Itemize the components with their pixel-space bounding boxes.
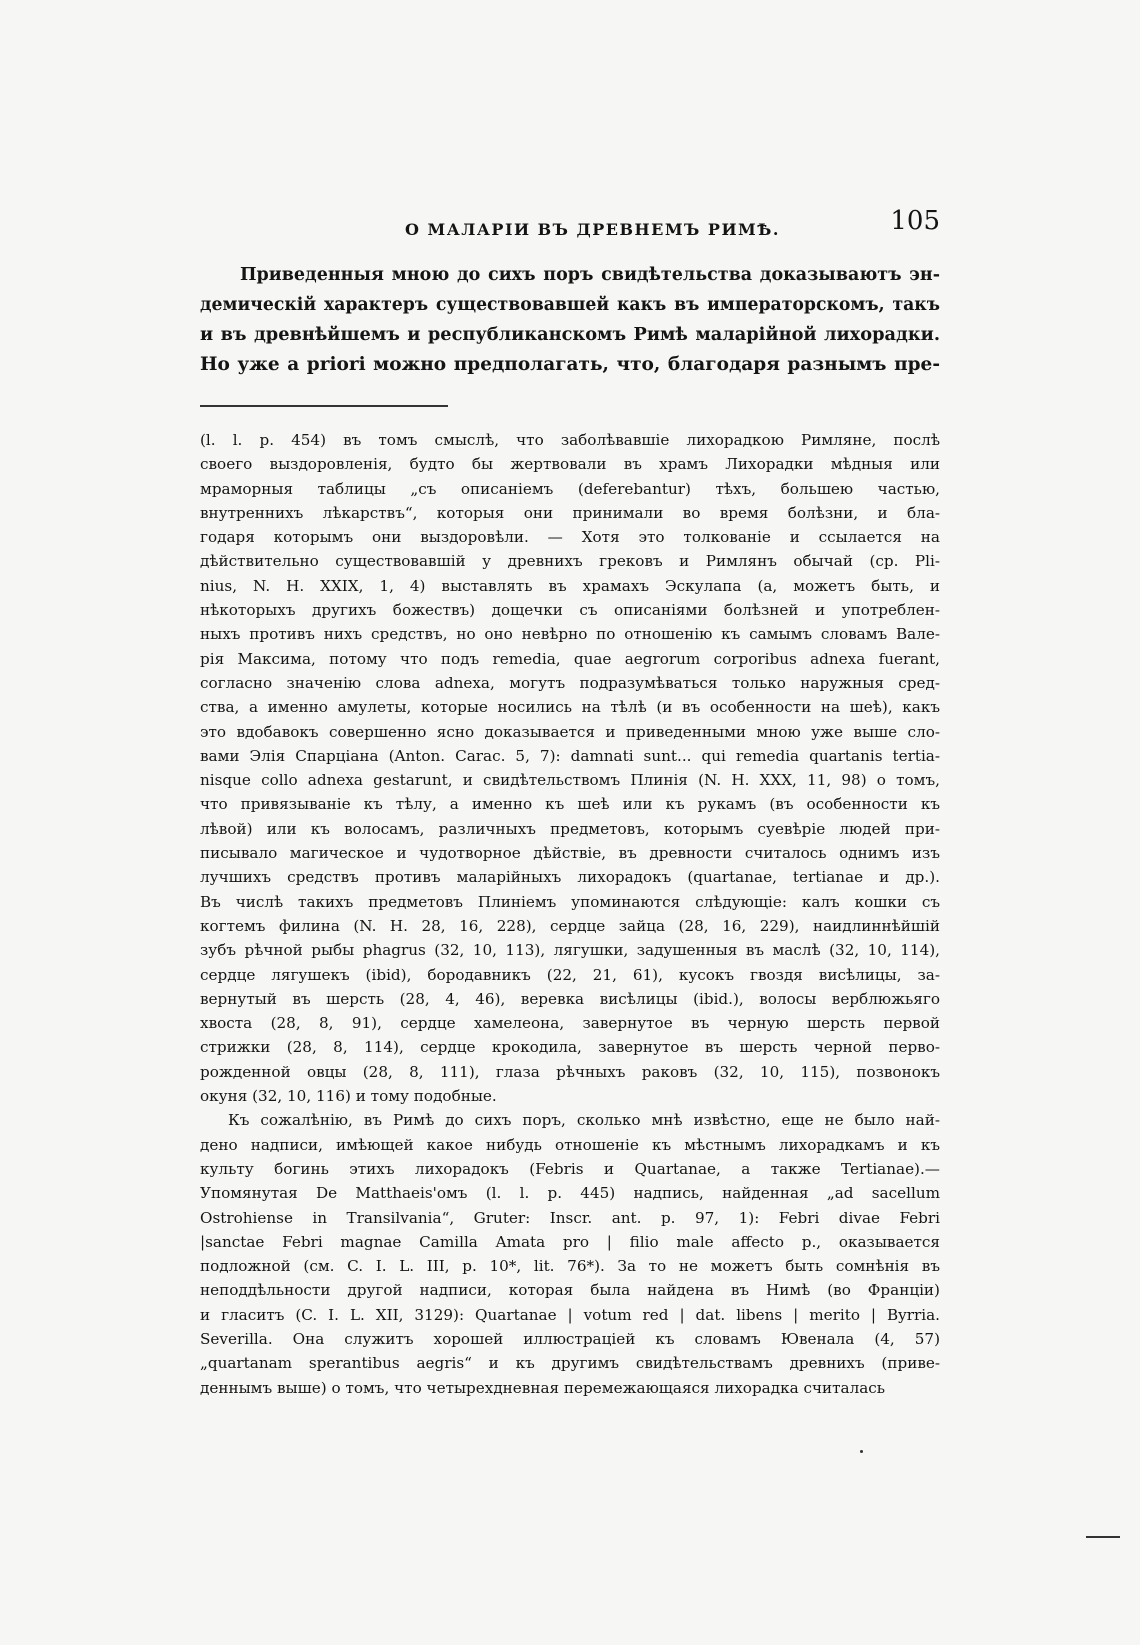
- footnote-line: что привязываніе къ тѣлу, а именно къ шеѣ или къ рукамъ (въ особенности къ: [200, 795, 940, 814]
- footnote-line: (l. l. p. 454) въ томъ смыслѣ, что заболѣвавшіе лихорадкою Римляне, послѣ: [200, 431, 940, 449]
- footnote-line: подложной (см. C. I. L. III, p. 10*, lit. 76*). За то не можетъ быть сомнѣнія въ: [200, 1257, 940, 1276]
- footnote-line: рожденной овцы (28, 8, 111), глаза рѣчныхъ раковъ (32, 10, 115), позвонокъ: [200, 1062, 940, 1081]
- footnote-line: деннымъ выше) о томъ, что четырехдневная перемежающаяся лихорадка считалась: [200, 1378, 886, 1397]
- stray-mark: [860, 1450, 863, 1453]
- page-header: [200, 206, 940, 242]
- footnote-line: внутреннихъ лѣкарствъ“, которыя они принимали во время болѣзни, и бла-: [200, 503, 940, 522]
- main-line: демическій характеръ существовавшей какъ въ императорскомъ, такъ: [200, 295, 940, 315]
- footnote-line: nisque collo adnexa gestarunt, и свидѣтельствомъ Плинія (N. H. XXX, 11, 98) о томъ,: [200, 771, 940, 790]
- footnote-line: и гласитъ (C. I. L. XII, 3129): Quartanae | votum red | dat. libens | merito | Byrria.: [200, 1305, 940, 1324]
- footnote-line: вами Элія Спарціана (Anton. Carac. 5, 7): damnati sunt... qui remedia quartanis tertia-: [200, 746, 940, 765]
- page-number: 105: [890, 206, 940, 236]
- footnote-line: неподдѣльности другой надписи, которая была найдена въ Нимѣ (во Франціи): [200, 1281, 940, 1300]
- footnote-line: |sanctae Febri magnae Camilla Amata pro | filio male affecto p., оказывается: [200, 1232, 940, 1251]
- footnote-line: лѣвой) или къ волосамъ, различныхъ предметовъ, которымъ суевѣріе людей при-: [200, 819, 940, 838]
- footnote-line: ства, а именно амулеты, которые носились на тѣлѣ (и въ особенности на шеѣ), какъ: [200, 698, 940, 717]
- footnote-line: когтемъ филина (N. H. 28, 16, 228), сердце зайца (28, 16, 229), наидлиннѣйшій: [200, 916, 940, 935]
- footnote-line: рія Максима, потому что подъ remedia, quae aegrorum corporibus adnexa fuerant,: [200, 649, 940, 668]
- footnote-line: nius, N. H. XXIX, 1, 4) выставлять въ храмахъ Эскулапа (а, можетъ быть, и: [200, 576, 940, 595]
- footnote-line: Въ числѣ такихъ предметовъ Плиніемъ упоминаются слѣдующіе: калъ кошки съ: [200, 892, 940, 911]
- footnote-line: Severilla. Она служитъ хорошей иллюстраціей къ словамъ Ювенала (4, 57): [200, 1329, 940, 1348]
- footnote-line: культу богинь этихъ лихорадокъ (Febris и Quartanae, а также Tertianae).—: [200, 1159, 940, 1178]
- footnote-line: согласно значенію слова adnexa, могутъ подразумѣваться только наружныя сред-: [200, 673, 940, 692]
- footnote-line: лучшихъ средствъ противъ маларійныхъ лихорадокъ (quartanae, tertianae и др.).: [200, 868, 940, 887]
- footnote-line: это вдобавокъ совершенно ясно доказывается и приведенными мною уже выше сло-: [200, 722, 940, 741]
- margin-mark: [1086, 1536, 1120, 1538]
- footnote-line: сердце лягушекъ (ibid), бородавникъ (22, 21, 61), кусокъ гвоздя висѣлицы, за-: [200, 965, 940, 984]
- footnote-line: вернутый въ шерсть (28, 4, 46), веревка висѣлицы (ibid.), волосы верблюжьяго: [200, 989, 940, 1008]
- main-paragraph: [200, 260, 940, 380]
- footnote-line: годаря которымъ они выздоровѣли. — Хотя это толкованіе и ссылается на: [200, 528, 940, 547]
- footnote-line: нѣкоторыхъ другихъ божествъ) дощечки съ описаніями болѣзней и употреблен-: [200, 601, 940, 620]
- footnote-line: Ostrohiense in Transilvania“, Gruter: Inscr. ant. p. 97, 1): Febri divae Febri: [200, 1208, 940, 1227]
- running-title: О МАЛАРІИ ВЪ ДРЕВНЕМЪ РИМѢ.: [405, 220, 780, 239]
- footnote-line: Упомянутая De Matthaeis'омъ (l. l. p. 445) надпись, найденная „ad sacellum: [200, 1184, 940, 1203]
- footnote-line: стрижки (28, 8, 114), сердце крокодила, завернутое въ шерсть черной перво-: [200, 1038, 940, 1057]
- footnote-separator: [200, 405, 448, 407]
- main-line: Приведенныя мною до сихъ поръ свидѣтельства доказываютъ эн-: [240, 265, 940, 285]
- footnote-line: мраморныя таблицы „съ описаніемъ (deferebantur) тѣхъ, большею частью,: [200, 479, 940, 498]
- footnote-line: дено надписи, имѣющей какое нибудь отношеніе къ мѣстнымъ лихорадкамъ и къ: [200, 1135, 940, 1154]
- main-line: и въ древнѣйшемъ и республиканскомъ Римѣ маларійной лихорадки.: [200, 324, 940, 345]
- footnote-line: хвоста (28, 8, 91), сердце хамелеона, завернутое въ черную шерсть первой: [200, 1014, 940, 1033]
- footnote-line: писывало магическое и чудотворное дѣйствіе, въ древности считалось однимъ изъ: [200, 844, 940, 863]
- footnote-line: зубъ рѣчной рыбы phagrus (32, 10, 113), лягушки, задушенныя въ маслѣ (32, 10, 114),: [200, 941, 940, 960]
- footnote-line: Къ сожалѣнію, въ Римѣ до сихъ поръ, сколько мнѣ извѣстно, еще не было най-: [228, 1111, 940, 1130]
- footnote-line: своего выздоровленія, будто бы жертвовали въ храмъ Лихорадки мѣдныя или: [200, 455, 940, 474]
- footnote-line: окуня (32, 10, 116) и тому подобные.: [200, 1087, 497, 1106]
- main-line: Но уже a priori можно предполагать, что, благодаря разнымъ пре-: [200, 354, 940, 375]
- footnote-line: дѣйствительно существовавшій у древнихъ грековъ и Римлянъ обычай (ср. Pli-: [200, 552, 940, 571]
- footnote-line: ныхъ противъ нихъ средствъ, но оно невѣрно по отношенію къ самымъ словамъ Вале-: [200, 625, 940, 644]
- footnote-block: [200, 428, 940, 1400]
- footnote-line: „quartanam sperantibus aegris“ и къ другимъ свидѣтельствамъ древнихъ (приве-: [200, 1354, 940, 1373]
